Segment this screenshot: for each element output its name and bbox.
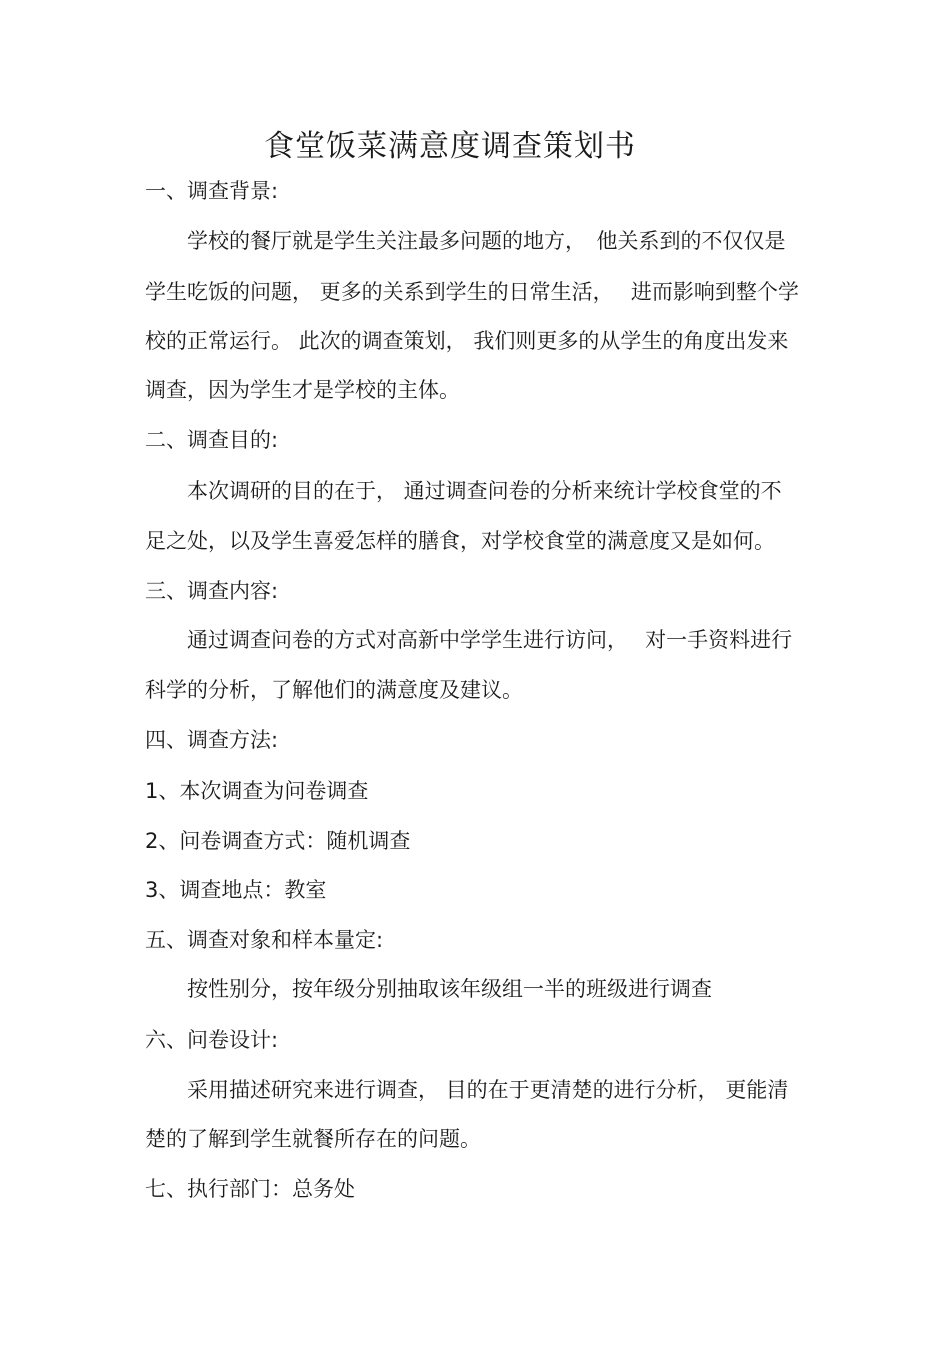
section-heading-content: 三、调查内容: bbox=[145, 579, 279, 603]
paragraph-line: 调查，因为学生才是学校的主体。 bbox=[145, 378, 460, 402]
paragraph-line: 楚的了解到学生就餐所存在的问题。 bbox=[145, 1127, 481, 1151]
paragraph-line: 学校的餐厅就是学生关注最多问题的地方， 他关系到的不仅仅是 bbox=[187, 229, 786, 253]
list-item: 2、问卷调查方式：随机调查 bbox=[145, 829, 411, 853]
paragraph-line: 按性别分，按年级分别抽取该年级组一半的班级进行调查 bbox=[187, 977, 712, 1001]
section-heading-method: 四、调查方法: bbox=[145, 728, 279, 752]
document-title: 食堂饭菜满意度调查策划书 bbox=[264, 129, 636, 164]
section-heading-sample: 五、调查对象和样本量定: bbox=[145, 928, 384, 952]
section-heading-department: 七、执行部门：总务处 bbox=[145, 1177, 355, 1201]
paragraph-line: 本次调研的目的在于， 通过调查问卷的分析来统计学校食堂的不 bbox=[187, 479, 782, 503]
paragraph-line: 采用描述研究来进行调查， 目的在于更清楚的进行分析， 更能清 bbox=[187, 1078, 789, 1102]
section-heading-purpose: 二、调查目的: bbox=[145, 428, 279, 452]
paragraph-line: 通过调查问卷的方式对高新中学学生进行访问， 对一手资料进行 bbox=[187, 628, 793, 652]
list-item: 1、本次调查为问卷调查 bbox=[145, 779, 369, 803]
section-heading-questionnaire: 六、问卷设计: bbox=[145, 1028, 279, 1052]
section-heading-background: 一、调查背景: bbox=[145, 179, 279, 203]
paragraph-line: 校的正常运行。 此次的调查策划， 我们则更多的从学生的角度出发来 bbox=[145, 329, 789, 353]
paragraph-line: 科学的分析，了解他们的满意度及建议。 bbox=[145, 678, 523, 702]
list-item: 3、调查地点：教室 bbox=[145, 878, 327, 902]
paragraph-line: 学生吃饭的问题， 更多的关系到学生的日常生活， 进而影响到整个学 bbox=[145, 280, 799, 304]
paragraph-line: 足之处，以及学生喜爱怎样的膳食，对学校食堂的满意度又是如何。 bbox=[145, 529, 775, 553]
